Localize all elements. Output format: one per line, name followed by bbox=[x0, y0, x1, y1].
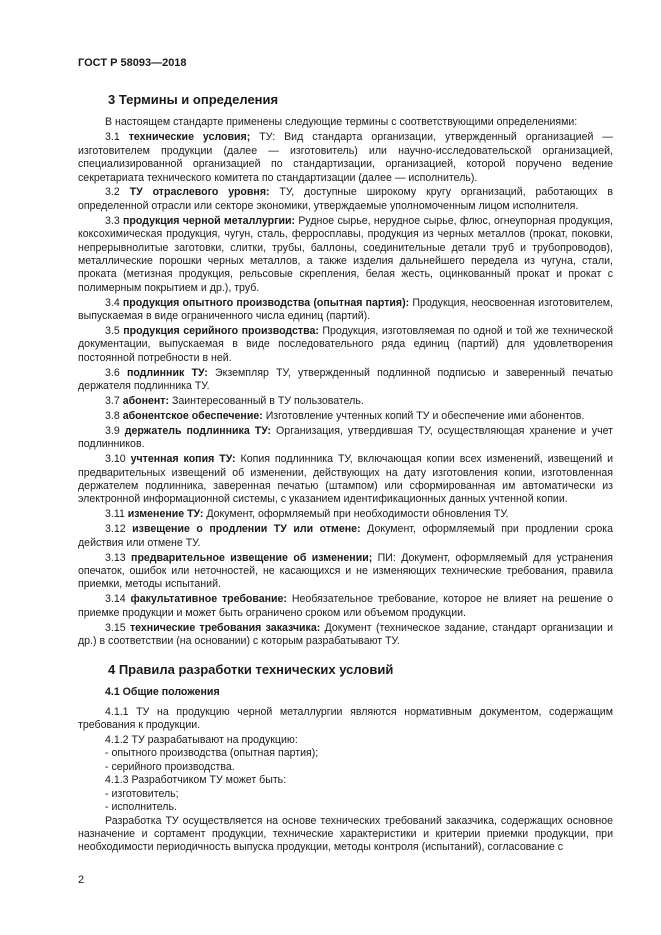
section-rules bbox=[78, 662, 613, 854]
term-name: факультативное требование: bbox=[130, 593, 287, 606]
term-number: 3.5 bbox=[105, 325, 120, 337]
term-text: Заинтересованный в ТУ пользователь. bbox=[169, 395, 364, 408]
term-name: продукция серийного производства: bbox=[123, 325, 319, 337]
paragraph-4-1-1: 4.1.1 ТУ на продукцию черной металлургии являются нормативным документом, содержащим требования к продукции. bbox=[78, 705, 613, 732]
page-number: 2 bbox=[78, 874, 85, 886]
list-item: - серийного производства. bbox=[105, 760, 235, 773]
term-name: держатель подлинника ТУ: bbox=[124, 424, 272, 437]
term-definition bbox=[78, 593, 613, 620]
term-number: 3.7 bbox=[105, 395, 120, 408]
term-text: Продукция, неосвоенная изготовителем, выпускаемая в виде ограниченного числа единиц (партий). bbox=[78, 296, 613, 323]
term-definition bbox=[78, 622, 613, 649]
term-name: абонентское обеспечение: bbox=[122, 409, 263, 422]
term-definition bbox=[78, 395, 613, 408]
term-definition bbox=[78, 297, 613, 324]
term-name: учтенная копия ТУ: bbox=[130, 453, 236, 466]
term-name: продукция опытного производства (опытная партия): bbox=[122, 296, 410, 309]
term-text: ТУ, доступные широкому кругу организаций, работающих в определенной отрасли или секторе экономики, утверждаемые уполномоченным лицом исполнителя. bbox=[78, 186, 613, 212]
term-number: 3.10 bbox=[105, 453, 126, 466]
paragraph-4-1-2: 4.1.2 ТУ разрабатывают на продукцию: bbox=[105, 734, 298, 747]
term-number: 3.1 bbox=[105, 131, 120, 144]
term-text: Экземпляр ТУ, утвержденный подлинной подписью и заверенный печатью держателя подлинника ТУ. bbox=[78, 366, 613, 393]
term-name: извещение о продлении ТУ или отмене: bbox=[132, 523, 361, 536]
term-text: Документ, оформляемый при необходимости обновления ТУ. bbox=[203, 508, 509, 521]
term-name: предварительное извещение об изменении; bbox=[131, 551, 373, 564]
term-number: 3.14 bbox=[105, 593, 126, 606]
term-definition bbox=[78, 523, 613, 550]
subsection-4-1-title: 4.1 Общие положения bbox=[105, 686, 220, 699]
term-text: Продукция, изготовляемая по одной и той же технической документации, выпускаемая в виде последовательного ряда единиц (партий) для удовлетворения постоянной потребности в ней. bbox=[78, 325, 613, 364]
section-terms bbox=[78, 92, 613, 648]
term-number: 3.3 bbox=[105, 214, 120, 227]
term-text: Организация, утвердившая ТУ, осуществляющая хранение и учет подлинников. bbox=[78, 424, 613, 451]
term-text: Изготовление учтенных копий ТУ и обеспечение ими абонентов. bbox=[262, 409, 585, 422]
term-name: продукция черной металлургии: bbox=[123, 214, 296, 227]
term-number: 3.8 bbox=[105, 409, 120, 422]
term-number: 3.13 bbox=[105, 551, 126, 564]
term-text: Рудное сырье, нерудное сырье, флюс, огнеупорная продукция, коксохимическая продукция, чугун, сталь, ферросплавы, продукция из черных металлов (прокат, поковки, непрерывнолитые заготовки, слитки, трубы, баллоны, соединительные детали труб и трубопроводов), металлические порошки черных металлов, а также изделия дальнейшего передела из чугуна, стали, проката (метизная продукция, рельсовые скрепления, белая жесть, оцинкованный прокат и прокат с полимерным покрытием и др.), труб. bbox=[78, 214, 613, 294]
term-number: 3.4 bbox=[105, 296, 120, 309]
term-text: ПИ: Документ, оформляемый для устранения опечаток, ошибок или неточностей, не касающихся и не изменяющих технические требования, правила приемки, методы испытаний. bbox=[78, 551, 613, 591]
list-item: - опытного производства (опытная партия); bbox=[105, 747, 319, 760]
term-name: ТУ отраслевого уровня: bbox=[129, 186, 270, 199]
term-number: 3.11 bbox=[105, 508, 125, 521]
term-text: Документ, оформляемый при продлении срока действия или отмене ТУ. bbox=[78, 523, 613, 549]
term-number: 3.15 bbox=[105, 621, 126, 634]
document-code: ГОСТ Р 58093—2018 bbox=[78, 57, 187, 69]
term-text: Документ (техническое задание, стандарт организации и др.) в соответствии (на основании) с которым разрабатывают ТУ. bbox=[78, 621, 613, 647]
term-number: 3.12 bbox=[105, 523, 126, 536]
term-number: 3.2 bbox=[105, 186, 120, 199]
term-text: Необязательное требование, которое не влияет на решение о приемке продукции и может быть ограничено сроком или объемом продукции. bbox=[78, 593, 613, 619]
term-text: Копия подлинника ТУ, включающая копии всех изменений, извещений и предварительных извещений об изменении, действующих на дату изготовления копии, изготовленная держателем подлинника, заверенная печатью (штампом) или сформированная им автоматически из электронной информационной системы, с указанием идентификационных данных учтенной копии. bbox=[78, 453, 613, 506]
list-item: - исполнитель. bbox=[105, 801, 177, 814]
term-name: изменение ТУ: bbox=[127, 508, 204, 521]
term-name: технические требования заказчика: bbox=[129, 621, 321, 634]
term-name: подлинник ТУ: bbox=[126, 366, 208, 379]
term-definition bbox=[78, 215, 613, 295]
paragraph-4-1-3: 4.1.3 Разработчиком ТУ может быть: bbox=[105, 774, 287, 787]
paragraph-development: Разработка ТУ осуществляется на основе технических требований заказчика, содержащих основное назначение и сортамент продукции, технические характеристики и критерии приемки продукции, при необходимости периодичность выпуска продукции, методы контроля (испытаний), согласование с bbox=[78, 814, 613, 854]
term-name: технические условия; bbox=[128, 131, 251, 144]
section-3-intro: В настоящем стандарте применены следующие термины с соответствующими определениями: bbox=[105, 116, 578, 129]
term-name: абонент: bbox=[122, 395, 169, 408]
term-definition bbox=[78, 508, 613, 521]
section-3-title: 3 Термины и определения bbox=[108, 92, 279, 108]
terms-list bbox=[78, 131, 613, 648]
term-definition bbox=[78, 425, 613, 452]
term-definition bbox=[78, 410, 613, 423]
term-number: 3.6 bbox=[105, 366, 120, 379]
section-4-title: 4 Правила разработки технических условий bbox=[108, 662, 394, 678]
term-definition bbox=[78, 186, 613, 213]
term-text: ТУ: Вид стандарта организации, утвержденный организацией — изготовителем продукции (далее — изготовитель) или научно-исследовательской организацией, специализированной организацией по стандартизации, организацией, которой поручено ведение секретариата технического комитета по стандартизации (далее — исполнитель). bbox=[78, 131, 613, 184]
list-item: - изготовитель; bbox=[105, 787, 179, 800]
term-definition bbox=[78, 131, 613, 185]
term-definition bbox=[78, 453, 613, 507]
term-number: 3.9 bbox=[105, 424, 120, 437]
term-definition bbox=[78, 325, 613, 365]
term-definition bbox=[78, 367, 613, 394]
term-definition bbox=[78, 552, 613, 592]
